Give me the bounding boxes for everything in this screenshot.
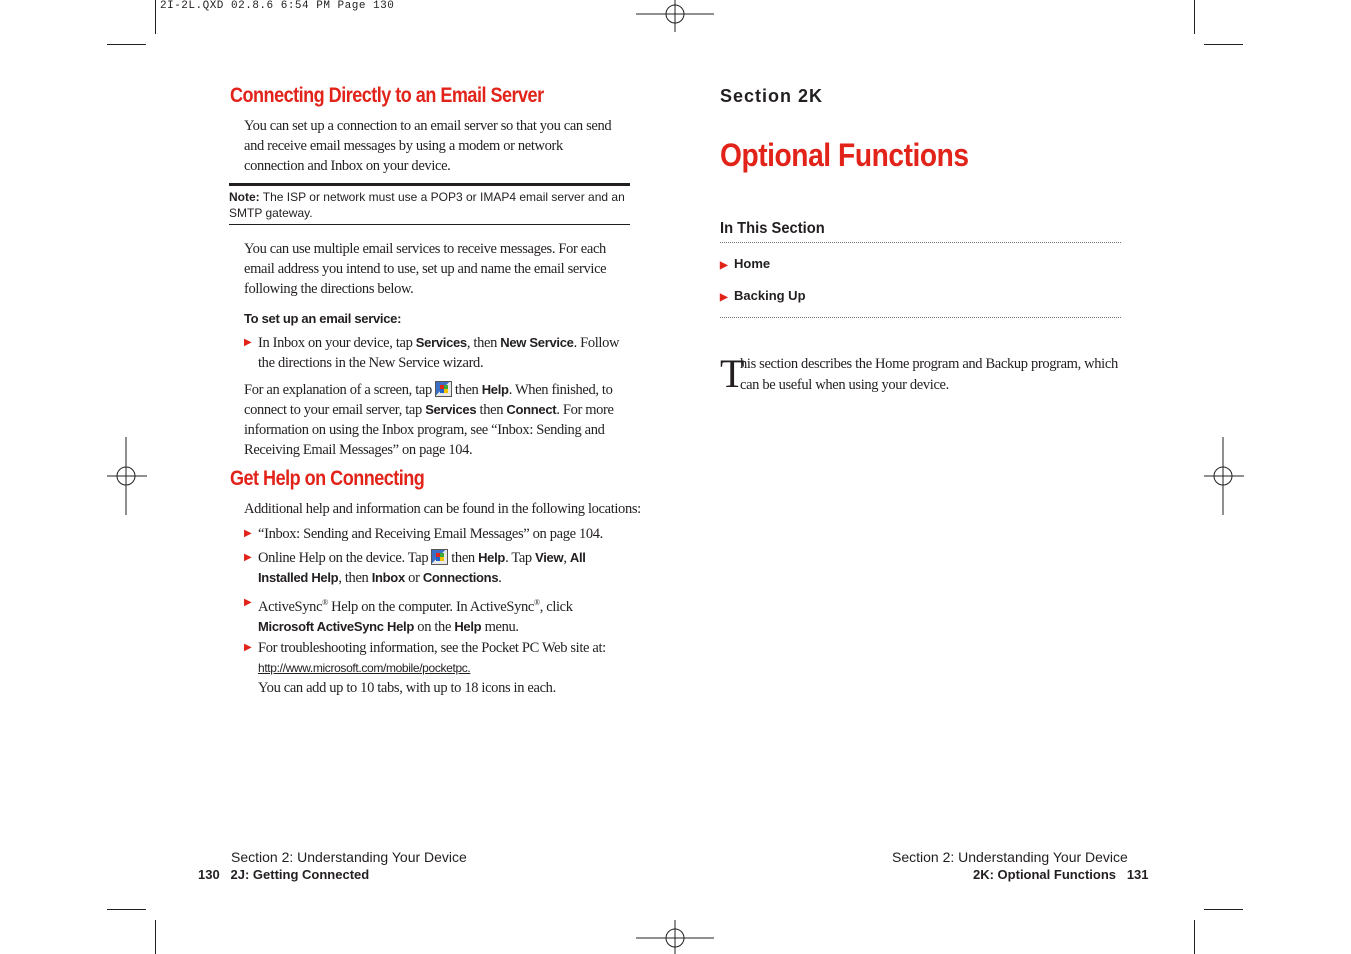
toc-item-backing-up (720, 288, 806, 303)
text: , click (539, 598, 573, 615)
footer-section-right: Section 2: Understanding Your Device (892, 849, 1128, 865)
list-item (244, 593, 624, 637)
heading-get-help: Get Help on Connecting (230, 467, 425, 490)
note-text: The ISP or network must use a POP3 or IMAP4 email server and an SMTP gateway. (229, 190, 625, 220)
crop-mark (1194, 0, 1195, 34)
list-item (244, 638, 624, 698)
crop-mark (1204, 909, 1243, 910)
divider (720, 317, 1121, 318)
text: . For more information on using the Inbox program, see “Inbox: Sending and Receiving Email Messages” on page 104. (244, 402, 614, 458)
dropcap: T (720, 351, 745, 396)
pocketpc-url-link[interactable]: http://www.microsoft.com/mobile/pocketpc. (258, 661, 471, 675)
text: then (476, 402, 507, 418)
note-label: Note: (229, 190, 260, 204)
bold-term: Help (454, 618, 482, 634)
footer-page-right: 2K: Optional Functions 131 (973, 867, 1149, 882)
text: , (563, 550, 570, 566)
bold-term: Connect (506, 402, 557, 417)
crop-mark (155, 920, 156, 954)
bold-term: Microsoft ActiveSync Help (258, 618, 415, 634)
text: or (404, 570, 423, 586)
triangle-bullet-icon: ▶ (720, 292, 728, 303)
triangle-bullet-icon: ▶ (244, 337, 252, 348)
text: then (451, 550, 479, 566)
note-box (229, 183, 630, 225)
text: For an explanation of a screen, tap (244, 382, 432, 398)
list-item (244, 333, 620, 373)
bold-term: Connections (422, 570, 499, 585)
triangle-bullet-icon: ▶ (244, 642, 252, 653)
bold-term: Services (415, 335, 467, 350)
slug-line: 2I-2L.QXD 02.8.6 6:54 PM Page 130 (160, 0, 395, 12)
setup-heading: To set up an email service: (244, 311, 402, 326)
text: . When finished, to connect to your email server, tap (244, 382, 613, 418)
in-this-section-heading: In This Section (720, 220, 825, 237)
triangle-bullet-icon: ▶ (244, 528, 252, 539)
crop-mark (1204, 44, 1243, 45)
paragraph-multiple-services: You can use multiple email services to receive messages. For each email address you intend to use, set up and name the email service following the directions below. (244, 241, 607, 297)
crop-mark (107, 44, 146, 45)
registration-mark-icon (107, 437, 147, 515)
bold-term: Help (481, 382, 509, 397)
triangle-bullet-icon: ▶ (244, 552, 252, 563)
crop-mark (1194, 920, 1195, 954)
crop-mark (107, 909, 146, 910)
bold-term: All Installed Help (258, 550, 586, 585)
footer-section-left: Section 2: Understanding Your Device (231, 849, 467, 865)
text: Help on the computer. In ActiveSync (327, 598, 534, 615)
text: For troubleshooting information, see the Pocket PC Web site at: (258, 640, 606, 656)
text: , then (466, 335, 501, 351)
text: , then (338, 570, 372, 586)
registered-mark: ® (533, 598, 540, 607)
page-title: Optional Functions (720, 137, 969, 173)
paragraph-explanation (244, 380, 614, 460)
triangle-bullet-icon: ▶ (720, 260, 728, 271)
divider (720, 242, 1121, 243)
text: ActiveSync (258, 598, 323, 615)
registration-mark-icon (636, 0, 714, 32)
toc-label: Backing Up (734, 288, 806, 303)
text: on the (414, 618, 455, 635)
section-label: Section 2K (720, 86, 824, 106)
bold-term: Help (478, 550, 506, 565)
text: . Follow the directions in the New Service wizard. (258, 335, 620, 371)
windows-start-icon (435, 381, 452, 397)
text: You can add up to 10 tabs, with up to 18 icons in each. (258, 680, 556, 696)
text: . (498, 570, 502, 586)
paragraph-additional-help: Additional help and information can be found in the following locations: (244, 501, 641, 517)
list-item (244, 524, 624, 544)
text: “Inbox: Sending and Receiving Email Messages” on page 104. (258, 526, 603, 542)
registration-mark-icon (636, 920, 714, 954)
text: Online Help on the device. Tap (258, 550, 429, 566)
registered-mark: ® (322, 598, 328, 607)
text: menu. (481, 618, 519, 635)
registration-mark-icon (1204, 437, 1244, 515)
bold-term: Inbox (371, 570, 405, 585)
bold-term: View (535, 550, 564, 565)
windows-start-icon (431, 549, 448, 565)
triangle-bullet-icon: ▶ (244, 597, 252, 608)
toc-item-home (720, 256, 770, 271)
toc-label: Home (734, 256, 771, 271)
footer-page-left: 130 2J: Getting Connected (198, 867, 370, 882)
intro-paragraph: his section describes the Home program and Backup program, which can be useful when using your device. (740, 356, 1118, 393)
crop-mark (155, 0, 156, 34)
list-item (244, 548, 620, 588)
paragraph-intro: You can set up a connection to an email server so that you can send and receive email messages by using a modem or network connection and Inbox on your device. (244, 118, 612, 174)
text: then (454, 382, 482, 398)
heading-connecting-directly: Connecting Directly to an Email Server (230, 84, 544, 107)
text: In Inbox on your device, tap (258, 335, 416, 351)
text: . Tap (505, 550, 536, 566)
bold-term: New Service (500, 335, 574, 350)
bold-term: Services (425, 402, 477, 417)
